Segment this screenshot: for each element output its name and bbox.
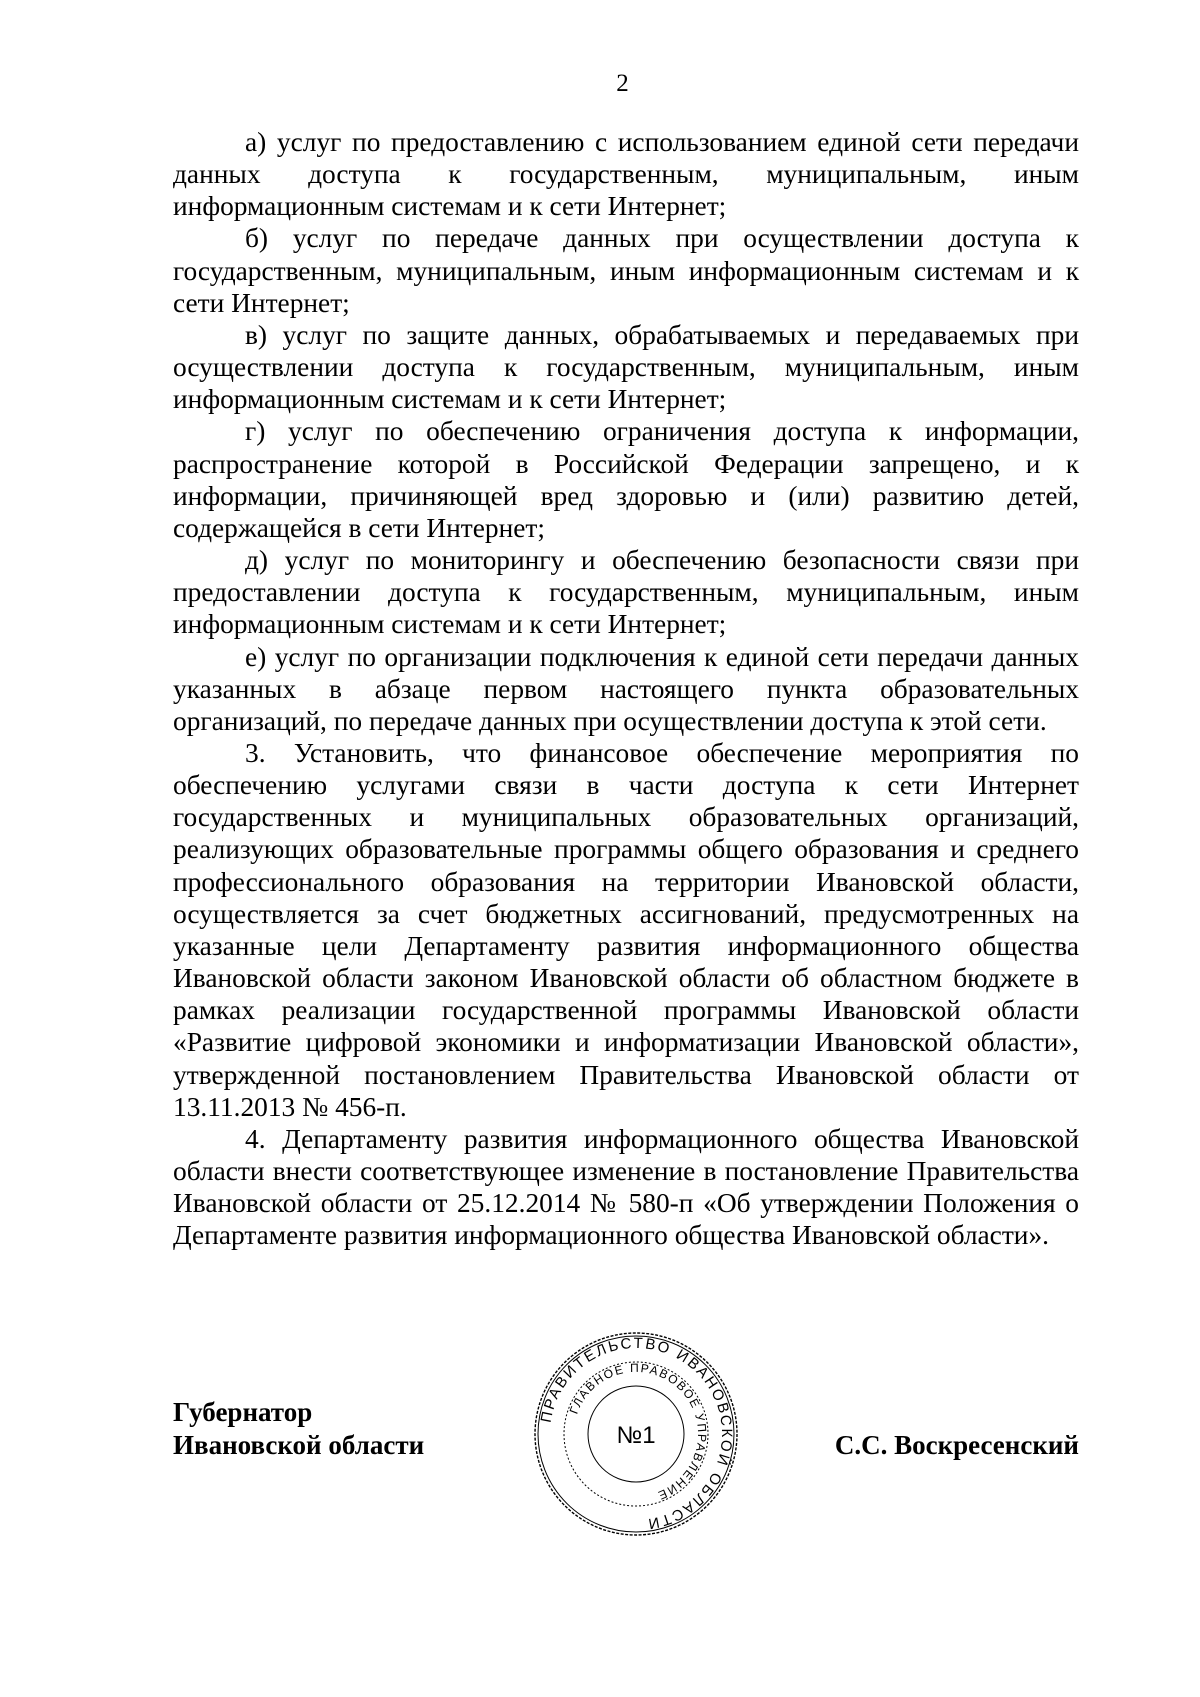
paragraph-clause-3: 3. Установить, что финансовое обеспечение мероприятия по обеспечению услугами связи в части доступа к сети Интернет государственных и муниципальных образовательных организаций, реализующих образовательные программы общего образования и среднего профессионального образования на территории Ивановской области, осуществляется за счет бюджетных ассигнований, предусмотренных на указанные цели Департаменту развития информационного общества Ивановской области законом Ивановской области об областном бюджете в рамках реализации государственной программы Ивановской области «Развитие цифровой экономики и информатизации Ивановской области», утвержденной постановлением Правительства Ивановской области от 13.11.2013 № 456-п. xyxy=(173,737,1079,1122)
signatory-position-line1: Губернатор xyxy=(173,1397,313,1427)
stamp-outer-text: ПРАВИТЕЛЬСТВО ИВАНОВСКОЙ ОБЛАСТИ xyxy=(537,1334,736,1533)
signatory-name: С.С. Воскресенский xyxy=(834,1430,1079,1460)
paragraph-item-v: в) услуг по защите данных, обрабатываемых и передаваемых при осуществлении доступа к государственным, муниципальным, иным информационным системам и к сети Интернет; xyxy=(173,319,1079,415)
official-stamp-seal xyxy=(531,1329,741,1539)
signatory-position xyxy=(173,1396,424,1462)
paragraph-item-g: г) услуг по обеспечению ограничения доступа к информации, распространение которой в Российской Федерации запрещено, и к информации, причиняющей вред здоровью и (или) развитию детей, содержащейся в сети Интернет; xyxy=(173,416,1079,543)
stamp-inner-text: ГЛАВНОЕ ПРАВОВОЕ УПРАВЛЕНИЕ xyxy=(566,1360,710,1504)
paragraph-clause-4: 4. Департаменту развития информационного общества Ивановской области внести соответствующее изменение в постановление Правительства Ивановской области от 25.12.2014 № 580-п «Об утверждении Положения о Департаменте развития информационного общества Ивановской области». xyxy=(173,1123,1079,1251)
page-number: 2 xyxy=(616,70,629,97)
paragraph-item-b: б) услуг по передаче данных при осуществлении доступа к государственным, муниципальным, иным информационным системам и к сети Интернет; xyxy=(173,223,1079,318)
paragraph-item-e: е) услуг по организации подключения к единой сети передачи данных указанных в абзаце первом настоящего пункта образовательных организаций, по передаче данных при осуществлении доступа к этой сети. xyxy=(173,641,1079,736)
stamp-center-number: №1 xyxy=(616,1422,656,1449)
paragraph-item-a: а) услуг по предоставлению с использованием единой сети передачи данных доступа к государственным, муниципальным, иным информационным системам и к сети Интернет; xyxy=(173,127,1079,222)
signatory-position-line2: Ивановской области xyxy=(173,1430,425,1460)
paragraph-item-d: д) услуг по мониторингу и обеспечению безопасности связи при предоставлении доступа к государственным, муниципальным, иным информационным системам и к сети Интернет; xyxy=(173,545,1079,640)
document-body xyxy=(173,126,1079,1251)
